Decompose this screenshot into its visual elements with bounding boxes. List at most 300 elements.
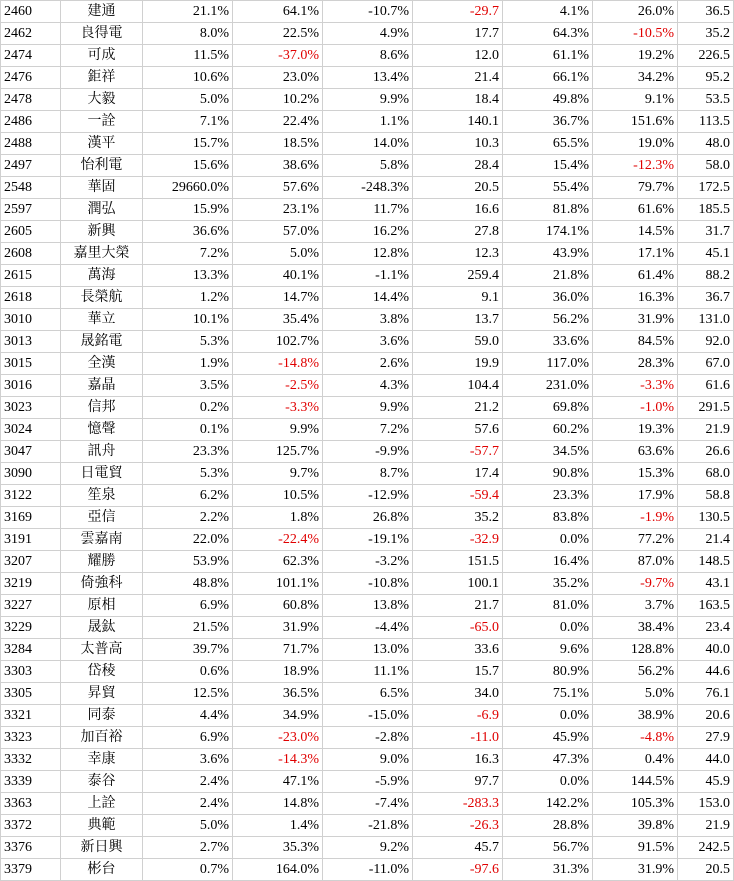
value-cell[interactable]: 35.2: [678, 23, 734, 45]
value-cell[interactable]: 18.9%: [233, 661, 323, 683]
stock-name-cell[interactable]: 鉅祥: [61, 67, 143, 89]
value-cell[interactable]: 291.5: [678, 397, 734, 419]
stock-code-cell[interactable]: 3016: [1, 375, 61, 397]
value-cell[interactable]: 9.7%: [233, 463, 323, 485]
value-cell[interactable]: 15.9%: [143, 199, 233, 221]
stock-name-cell[interactable]: 嘉晶: [61, 375, 143, 397]
value-cell[interactable]: 15.3%: [593, 463, 678, 485]
stock-code-cell[interactable]: 3169: [1, 507, 61, 529]
value-cell[interactable]: 1.8%: [233, 507, 323, 529]
value-cell[interactable]: 19.0%: [593, 133, 678, 155]
value-cell[interactable]: 35.2: [413, 507, 503, 529]
value-cell[interactable]: 113.5: [678, 111, 734, 133]
value-cell[interactable]: 55.4%: [503, 177, 593, 199]
value-cell[interactable]: 56.2%: [593, 661, 678, 683]
value-cell[interactable]: 36.6%: [143, 221, 233, 243]
value-cell[interactable]: 36.0%: [503, 287, 593, 309]
value-cell[interactable]: 1.2%: [143, 287, 233, 309]
stock-code-cell[interactable]: 2476: [1, 67, 61, 89]
value-cell[interactable]: 45.7: [413, 837, 503, 859]
value-cell[interactable]: 48.8%: [143, 573, 233, 595]
value-cell[interactable]: 151.6%: [593, 111, 678, 133]
value-cell[interactable]: 38.6%: [233, 155, 323, 177]
value-cell[interactable]: -5.9%: [323, 771, 413, 793]
stock-code-cell[interactable]: 3191: [1, 529, 61, 551]
value-cell[interactable]: 29660.0%: [143, 177, 233, 199]
value-cell[interactable]: 0.7%: [143, 859, 233, 881]
value-cell[interactable]: 53.5: [678, 89, 734, 111]
value-cell[interactable]: 5.3%: [143, 463, 233, 485]
value-cell[interactable]: -248.3%: [323, 177, 413, 199]
value-cell[interactable]: 4.3%: [323, 375, 413, 397]
value-cell[interactable]: 2.4%: [143, 793, 233, 815]
value-cell[interactable]: 185.5: [678, 199, 734, 221]
value-cell[interactable]: 28.3%: [593, 353, 678, 375]
stock-code-cell[interactable]: 3023: [1, 397, 61, 419]
value-cell[interactable]: -15.0%: [323, 705, 413, 727]
value-cell[interactable]: 14.8%: [233, 793, 323, 815]
value-cell[interactable]: 6.5%: [323, 683, 413, 705]
stock-name-cell[interactable]: 良得電: [61, 23, 143, 45]
value-cell[interactable]: 131.0: [678, 309, 734, 331]
value-cell[interactable]: -9.9%: [323, 441, 413, 463]
stock-name-cell[interactable]: 憶聲: [61, 419, 143, 441]
value-cell[interactable]: -12.3%: [593, 155, 678, 177]
value-cell[interactable]: -59.4: [413, 485, 503, 507]
value-cell[interactable]: 21.4: [678, 529, 734, 551]
value-cell[interactable]: 19.3%: [593, 419, 678, 441]
stock-name-cell[interactable]: 岱稜: [61, 661, 143, 683]
stock-name-cell[interactable]: 原相: [61, 595, 143, 617]
stock-code-cell[interactable]: 3010: [1, 309, 61, 331]
stock-code-cell[interactable]: 3024: [1, 419, 61, 441]
value-cell[interactable]: 4.4%: [143, 705, 233, 727]
value-cell[interactable]: 102.7%: [233, 331, 323, 353]
stock-code-cell[interactable]: 2605: [1, 221, 61, 243]
value-cell[interactable]: 12.5%: [143, 683, 233, 705]
value-cell[interactable]: 77.2%: [593, 529, 678, 551]
value-cell[interactable]: 64.1%: [233, 1, 323, 23]
value-cell[interactable]: 71.7%: [233, 639, 323, 661]
value-cell[interactable]: 19.9: [413, 353, 503, 375]
value-cell[interactable]: 0.0%: [503, 617, 593, 639]
value-cell[interactable]: 0.6%: [143, 661, 233, 683]
value-cell[interactable]: 81.0%: [503, 595, 593, 617]
value-cell[interactable]: 16.3: [413, 749, 503, 771]
value-cell[interactable]: 3.8%: [323, 309, 413, 331]
stock-name-cell[interactable]: 上詮: [61, 793, 143, 815]
value-cell[interactable]: 148.5: [678, 551, 734, 573]
value-cell[interactable]: 35.4%: [233, 309, 323, 331]
value-cell[interactable]: 47.3%: [503, 749, 593, 771]
value-cell[interactable]: 33.6%: [503, 331, 593, 353]
stock-name-cell[interactable]: 典範: [61, 815, 143, 837]
value-cell[interactable]: 163.5: [678, 595, 734, 617]
value-cell[interactable]: 36.7: [678, 287, 734, 309]
value-cell[interactable]: 16.3%: [593, 287, 678, 309]
value-cell[interactable]: 27.9: [678, 727, 734, 749]
value-cell[interactable]: 34.5%: [503, 441, 593, 463]
stock-name-cell[interactable]: 加百裕: [61, 727, 143, 749]
stock-code-cell[interactable]: 3363: [1, 793, 61, 815]
value-cell[interactable]: 40.1%: [233, 265, 323, 287]
value-cell[interactable]: 5.8%: [323, 155, 413, 177]
value-cell[interactable]: -3.3%: [593, 375, 678, 397]
value-cell[interactable]: 0.1%: [143, 419, 233, 441]
stock-name-cell[interactable]: 信邦: [61, 397, 143, 419]
value-cell[interactable]: 7.2%: [323, 419, 413, 441]
stock-name-cell[interactable]: 全漢: [61, 353, 143, 375]
value-cell[interactable]: 2.6%: [323, 353, 413, 375]
value-cell[interactable]: 49.8%: [503, 89, 593, 111]
stock-code-cell[interactable]: 2460: [1, 1, 61, 23]
value-cell[interactable]: -97.6: [413, 859, 503, 881]
value-cell[interactable]: 31.9%: [593, 309, 678, 331]
value-cell[interactable]: 153.0: [678, 793, 734, 815]
stock-code-cell[interactable]: 2474: [1, 45, 61, 67]
stock-name-cell[interactable]: 耀勝: [61, 551, 143, 573]
stock-code-cell[interactable]: 3015: [1, 353, 61, 375]
value-cell[interactable]: 31.3%: [503, 859, 593, 881]
value-cell[interactable]: 95.2: [678, 67, 734, 89]
value-cell[interactable]: 15.4%: [503, 155, 593, 177]
stock-name-cell[interactable]: 萬海: [61, 265, 143, 287]
value-cell[interactable]: 79.7%: [593, 177, 678, 199]
value-cell[interactable]: 13.4%: [323, 67, 413, 89]
stock-code-cell[interactable]: 2486: [1, 111, 61, 133]
value-cell[interactable]: -6.9: [413, 705, 503, 727]
value-cell[interactable]: 19.2%: [593, 45, 678, 67]
value-cell[interactable]: -3.2%: [323, 551, 413, 573]
value-cell[interactable]: 10.5%: [233, 485, 323, 507]
value-cell[interactable]: 21.9: [678, 419, 734, 441]
stock-code-cell[interactable]: 2548: [1, 177, 61, 199]
value-cell[interactable]: 83.8%: [503, 507, 593, 529]
stock-code-cell[interactable]: 3219: [1, 573, 61, 595]
stock-name-cell[interactable]: 倚強科: [61, 573, 143, 595]
value-cell[interactable]: 9.0%: [323, 749, 413, 771]
value-cell[interactable]: 13.7: [413, 309, 503, 331]
value-cell[interactable]: 130.5: [678, 507, 734, 529]
value-cell[interactable]: 5.0%: [593, 683, 678, 705]
value-cell[interactable]: 6.9%: [143, 727, 233, 749]
value-cell[interactable]: 39.8%: [593, 815, 678, 837]
value-cell[interactable]: 22.0%: [143, 529, 233, 551]
value-cell[interactable]: 0.2%: [143, 397, 233, 419]
value-cell[interactable]: 31.7: [678, 221, 734, 243]
stock-name-cell[interactable]: 大毅: [61, 89, 143, 111]
stock-code-cell[interactable]: 3332: [1, 749, 61, 771]
value-cell[interactable]: 56.7%: [503, 837, 593, 859]
value-cell[interactable]: 59.0: [413, 331, 503, 353]
value-cell[interactable]: 22.5%: [233, 23, 323, 45]
value-cell[interactable]: 21.1%: [143, 1, 233, 23]
stock-name-cell[interactable]: 建通: [61, 1, 143, 23]
value-cell[interactable]: 36.5: [678, 1, 734, 23]
stock-name-cell[interactable]: 太普高: [61, 639, 143, 661]
value-cell[interactable]: 7.1%: [143, 111, 233, 133]
value-cell[interactable]: 3.5%: [143, 375, 233, 397]
value-cell[interactable]: 10.6%: [143, 67, 233, 89]
value-cell[interactable]: 11.1%: [323, 661, 413, 683]
value-cell[interactable]: 8.7%: [323, 463, 413, 485]
value-cell[interactable]: 61.4%: [593, 265, 678, 287]
value-cell[interactable]: 22.4%: [233, 111, 323, 133]
value-cell[interactable]: 0.0%: [503, 705, 593, 727]
value-cell[interactable]: 9.9%: [323, 89, 413, 111]
value-cell[interactable]: 6.9%: [143, 595, 233, 617]
stock-name-cell[interactable]: 晟銘電: [61, 331, 143, 353]
value-cell[interactable]: 21.8%: [503, 265, 593, 287]
value-cell[interactable]: 9.1: [413, 287, 503, 309]
value-cell[interactable]: 57.6: [413, 419, 503, 441]
value-cell[interactable]: 5.3%: [143, 331, 233, 353]
value-cell[interactable]: 26.8%: [323, 507, 413, 529]
value-cell[interactable]: -12.9%: [323, 485, 413, 507]
value-cell[interactable]: -21.8%: [323, 815, 413, 837]
stock-name-cell[interactable]: 可成: [61, 45, 143, 67]
value-cell[interactable]: 34.2%: [593, 67, 678, 89]
value-cell[interactable]: 0.4%: [593, 749, 678, 771]
value-cell[interactable]: 31.9%: [233, 617, 323, 639]
value-cell[interactable]: 14.7%: [233, 287, 323, 309]
value-cell[interactable]: 23.0%: [233, 67, 323, 89]
stock-code-cell[interactable]: 3013: [1, 331, 61, 353]
stock-code-cell[interactable]: 2615: [1, 265, 61, 287]
stock-name-cell[interactable]: 華固: [61, 177, 143, 199]
value-cell[interactable]: 61.6: [678, 375, 734, 397]
value-cell[interactable]: 18.4: [413, 89, 503, 111]
value-cell[interactable]: -11.0: [413, 727, 503, 749]
stock-code-cell[interactable]: 2597: [1, 199, 61, 221]
value-cell[interactable]: 4.1%: [503, 1, 593, 23]
value-cell[interactable]: 0.0%: [503, 771, 593, 793]
value-cell[interactable]: 10.2%: [233, 89, 323, 111]
value-cell[interactable]: 65.5%: [503, 133, 593, 155]
stock-code-cell[interactable]: 2608: [1, 243, 61, 265]
value-cell[interactable]: 0.0%: [503, 529, 593, 551]
value-cell[interactable]: 92.0: [678, 331, 734, 353]
value-cell[interactable]: 14.4%: [323, 287, 413, 309]
value-cell[interactable]: 23.3%: [143, 441, 233, 463]
value-cell[interactable]: 23.4: [678, 617, 734, 639]
value-cell[interactable]: 23.1%: [233, 199, 323, 221]
stock-name-cell[interactable]: 新興: [61, 221, 143, 243]
value-cell[interactable]: 34.9%: [233, 705, 323, 727]
value-cell[interactable]: -32.9: [413, 529, 503, 551]
stock-name-cell[interactable]: 嘉里大榮: [61, 243, 143, 265]
stock-code-cell[interactable]: 2478: [1, 89, 61, 111]
value-cell[interactable]: 10.1%: [143, 309, 233, 331]
value-cell[interactable]: 100.1: [413, 573, 503, 595]
value-cell[interactable]: 38.9%: [593, 705, 678, 727]
stock-code-cell[interactable]: 2618: [1, 287, 61, 309]
value-cell[interactable]: 80.9%: [503, 661, 593, 683]
value-cell[interactable]: -65.0: [413, 617, 503, 639]
value-cell[interactable]: 105.3%: [593, 793, 678, 815]
value-cell[interactable]: 27.8: [413, 221, 503, 243]
value-cell[interactable]: 17.4: [413, 463, 503, 485]
value-cell[interactable]: 21.9: [678, 815, 734, 837]
value-cell[interactable]: 90.8%: [503, 463, 593, 485]
value-cell[interactable]: 12.3: [413, 243, 503, 265]
value-cell[interactable]: 11.5%: [143, 45, 233, 67]
stock-name-cell[interactable]: 怡利電: [61, 155, 143, 177]
value-cell[interactable]: 47.1%: [233, 771, 323, 793]
stock-name-cell[interactable]: 華立: [61, 309, 143, 331]
value-cell[interactable]: 21.2: [413, 397, 503, 419]
value-cell[interactable]: 231.0%: [503, 375, 593, 397]
value-cell[interactable]: 17.9%: [593, 485, 678, 507]
value-cell[interactable]: 64.3%: [503, 23, 593, 45]
value-cell[interactable]: 117.0%: [503, 353, 593, 375]
value-cell[interactable]: 172.5: [678, 177, 734, 199]
stock-name-cell[interactable]: 雲嘉南: [61, 529, 143, 551]
value-cell[interactable]: 9.9%: [323, 397, 413, 419]
value-cell[interactable]: -1.9%: [593, 507, 678, 529]
value-cell[interactable]: -1.0%: [593, 397, 678, 419]
value-cell[interactable]: 97.7: [413, 771, 503, 793]
stock-code-cell[interactable]: 3229: [1, 617, 61, 639]
stock-code-cell[interactable]: 3323: [1, 727, 61, 749]
value-cell[interactable]: 13.3%: [143, 265, 233, 287]
value-cell[interactable]: 81.8%: [503, 199, 593, 221]
value-cell[interactable]: 21.5%: [143, 617, 233, 639]
value-cell[interactable]: 63.6%: [593, 441, 678, 463]
value-cell[interactable]: -1.1%: [323, 265, 413, 287]
value-cell[interactable]: 60.8%: [233, 595, 323, 617]
value-cell[interactable]: 16.4%: [503, 551, 593, 573]
value-cell[interactable]: 21.7: [413, 595, 503, 617]
value-cell[interactable]: 62.3%: [233, 551, 323, 573]
value-cell[interactable]: 21.4: [413, 67, 503, 89]
value-cell[interactable]: 87.0%: [593, 551, 678, 573]
value-cell[interactable]: 1.1%: [323, 111, 413, 133]
value-cell[interactable]: 67.0: [678, 353, 734, 375]
value-cell[interactable]: 45.1: [678, 243, 734, 265]
value-cell[interactable]: -4.8%: [593, 727, 678, 749]
value-cell[interactable]: 39.7%: [143, 639, 233, 661]
value-cell[interactable]: 17.1%: [593, 243, 678, 265]
value-cell[interactable]: 60.2%: [503, 419, 593, 441]
value-cell[interactable]: 91.5%: [593, 837, 678, 859]
stock-code-cell[interactable]: 3047: [1, 441, 61, 463]
value-cell[interactable]: 128.8%: [593, 639, 678, 661]
stock-name-cell[interactable]: 潤弘: [61, 199, 143, 221]
value-cell[interactable]: 44.6: [678, 661, 734, 683]
value-cell[interactable]: 45.9%: [503, 727, 593, 749]
value-cell[interactable]: 8.6%: [323, 45, 413, 67]
stock-name-cell[interactable]: 日電貿: [61, 463, 143, 485]
value-cell[interactable]: 8.0%: [143, 23, 233, 45]
value-cell[interactable]: -10.8%: [323, 573, 413, 595]
value-cell[interactable]: 2.7%: [143, 837, 233, 859]
stock-name-cell[interactable]: 同泰: [61, 705, 143, 727]
value-cell[interactable]: 104.4: [413, 375, 503, 397]
value-cell[interactable]: 3.6%: [323, 331, 413, 353]
value-cell[interactable]: 31.9%: [593, 859, 678, 881]
value-cell[interactable]: 88.2: [678, 265, 734, 287]
stock-code-cell[interactable]: 3284: [1, 639, 61, 661]
value-cell[interactable]: 40.0: [678, 639, 734, 661]
stock-code-cell[interactable]: 3207: [1, 551, 61, 573]
stock-code-cell[interactable]: 3321: [1, 705, 61, 727]
value-cell[interactable]: -2.5%: [233, 375, 323, 397]
value-cell[interactable]: 242.5: [678, 837, 734, 859]
value-cell[interactable]: -7.4%: [323, 793, 413, 815]
value-cell[interactable]: 3.7%: [593, 595, 678, 617]
stock-name-cell[interactable]: 笙泉: [61, 485, 143, 507]
value-cell[interactable]: 20.6: [678, 705, 734, 727]
stock-name-cell[interactable]: 晟鈦: [61, 617, 143, 639]
value-cell[interactable]: 35.3%: [233, 837, 323, 859]
value-cell[interactable]: 36.7%: [503, 111, 593, 133]
value-cell[interactable]: 259.4: [413, 265, 503, 287]
stock-name-cell[interactable]: 泰谷: [61, 771, 143, 793]
stock-code-cell[interactable]: 3122: [1, 485, 61, 507]
value-cell[interactable]: 28.4: [413, 155, 503, 177]
stock-name-cell[interactable]: 新日興: [61, 837, 143, 859]
value-cell[interactable]: 12.8%: [323, 243, 413, 265]
value-cell[interactable]: 34.0: [413, 683, 503, 705]
value-cell[interactable]: 9.6%: [503, 639, 593, 661]
stock-name-cell[interactable]: 漢平: [61, 133, 143, 155]
value-cell[interactable]: -10.7%: [323, 1, 413, 23]
value-cell[interactable]: -2.8%: [323, 727, 413, 749]
stock-name-cell[interactable]: 幸康: [61, 749, 143, 771]
value-cell[interactable]: 43.1: [678, 573, 734, 595]
value-cell[interactable]: 18.5%: [233, 133, 323, 155]
value-cell[interactable]: 57.6%: [233, 177, 323, 199]
value-cell[interactable]: 33.6: [413, 639, 503, 661]
value-cell[interactable]: 14.0%: [323, 133, 413, 155]
value-cell[interactable]: 144.5%: [593, 771, 678, 793]
value-cell[interactable]: 125.7%: [233, 441, 323, 463]
value-cell[interactable]: 5.0%: [233, 243, 323, 265]
value-cell[interactable]: 10.3: [413, 133, 503, 155]
value-cell[interactable]: 226.5: [678, 45, 734, 67]
stock-name-cell[interactable]: 長榮航: [61, 287, 143, 309]
value-cell[interactable]: 58.8: [678, 485, 734, 507]
value-cell[interactable]: 61.1%: [503, 45, 593, 67]
stock-code-cell[interactable]: 2488: [1, 133, 61, 155]
value-cell[interactable]: 142.2%: [503, 793, 593, 815]
stock-code-cell[interactable]: 2497: [1, 155, 61, 177]
value-cell[interactable]: 151.5: [413, 551, 503, 573]
value-cell[interactable]: 44.0: [678, 749, 734, 771]
value-cell[interactable]: 20.5: [678, 859, 734, 881]
value-cell[interactable]: 11.7%: [323, 199, 413, 221]
value-cell[interactable]: 9.2%: [323, 837, 413, 859]
value-cell[interactable]: 28.8%: [503, 815, 593, 837]
stock-code-cell[interactable]: 2462: [1, 23, 61, 45]
value-cell[interactable]: 43.9%: [503, 243, 593, 265]
value-cell[interactable]: -23.0%: [233, 727, 323, 749]
value-cell[interactable]: 174.1%: [503, 221, 593, 243]
value-cell[interactable]: 9.9%: [233, 419, 323, 441]
value-cell[interactable]: 35.2%: [503, 573, 593, 595]
value-cell[interactable]: 140.1: [413, 111, 503, 133]
stock-code-cell[interactable]: 3227: [1, 595, 61, 617]
stock-code-cell[interactable]: 3339: [1, 771, 61, 793]
stock-code-cell[interactable]: 3372: [1, 815, 61, 837]
value-cell[interactable]: 26.0%: [593, 1, 678, 23]
value-cell[interactable]: 6.2%: [143, 485, 233, 507]
stock-code-cell[interactable]: 3090: [1, 463, 61, 485]
value-cell[interactable]: 36.5%: [233, 683, 323, 705]
value-cell[interactable]: 15.7%: [143, 133, 233, 155]
value-cell[interactable]: 7.2%: [143, 243, 233, 265]
